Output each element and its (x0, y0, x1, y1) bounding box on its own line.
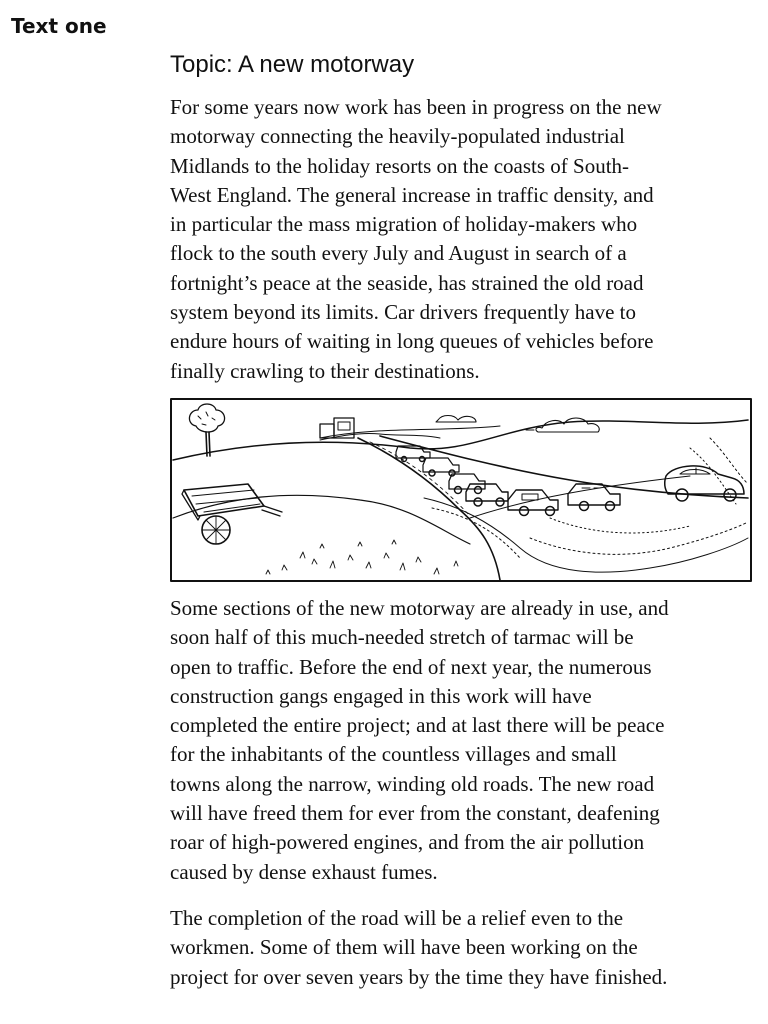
section-label: Text one (11, 14, 107, 38)
paragraph-2-line: soon half of this much-needed stretch of tarmac will be (170, 625, 634, 650)
text-column (170, 49, 760, 992)
hill-line (173, 495, 470, 544)
car-icon (568, 484, 620, 511)
paragraph-1-line: finally crawling to their destinations. (170, 358, 480, 383)
paragraph-1-line: flock to the south every July and August in search of a (170, 241, 627, 266)
paragraph-3-line: The completion of the road will be a relief even to the (170, 905, 624, 930)
motorway-traffic-illustration (170, 398, 752, 582)
car-icon (508, 490, 558, 516)
cloud-icon (436, 416, 476, 423)
car-icon (423, 458, 459, 476)
paragraph-2-line: caused by dense exhaust fumes. (170, 859, 438, 884)
paragraph-2-line: roar of high-powered engines, and from the air pollution (170, 830, 645, 855)
cloud-icon (526, 418, 599, 432)
paragraph-2-line: will have freed them for ever from the constant, deafening (170, 801, 660, 826)
paragraph-2-line: construction gangs engaged in this work will have (170, 683, 592, 708)
paragraph-1-line: endure hours of waiting in long queues of vehicles before (170, 329, 654, 354)
paragraph-1-line: in particular the mass migration of holiday-makers who (170, 212, 638, 237)
paragraph-2-line: Some sections of the new motorway are already in use, and (170, 596, 669, 620)
paragraph-1 (170, 93, 760, 386)
hill-line (173, 420, 748, 460)
paragraph-1-line: West England. The general increase in traffic density, and (170, 182, 654, 207)
paragraph-1-line: For some years now work has been in progress on the new (170, 95, 662, 119)
paragraph-3-line: workmen. Some of them will have been working on the (170, 935, 638, 960)
paragraph-2-line: towns along the narrow, winding old roads. The new road (170, 771, 655, 796)
tree-icon (189, 404, 224, 456)
paragraph-1-line: fortnight’s peace at the seaside, has strained the old road (170, 270, 644, 295)
paragraph-2-line: completed the entire project; and at last there will be peace (170, 713, 665, 738)
paragraph-3-line: project for over seven years by the time they have finished. (170, 964, 668, 989)
paragraph-1-line: system beyond its limits. Car drivers frequently have to (170, 300, 636, 325)
hill-line (320, 426, 500, 438)
topic-heading: Topic: A new motorway (170, 51, 415, 78)
paragraph-2 (170, 594, 760, 887)
paragraph-3 (170, 904, 760, 992)
paragraph-2-line: open to traffic. Before the end of next year, the numerous (170, 654, 652, 679)
paragraph-1-line: Midlands to the holiday resorts on the coasts of South- (170, 153, 630, 178)
grass-tuft (266, 540, 458, 574)
paragraph-2-line: for the inhabitants of the countless villages and small (170, 742, 617, 767)
paragraph-1-line: motorway connecting the heavily-populated industrial (170, 124, 625, 149)
car-icon (466, 484, 508, 506)
hedgerow (320, 433, 748, 572)
cart-icon (182, 484, 282, 544)
